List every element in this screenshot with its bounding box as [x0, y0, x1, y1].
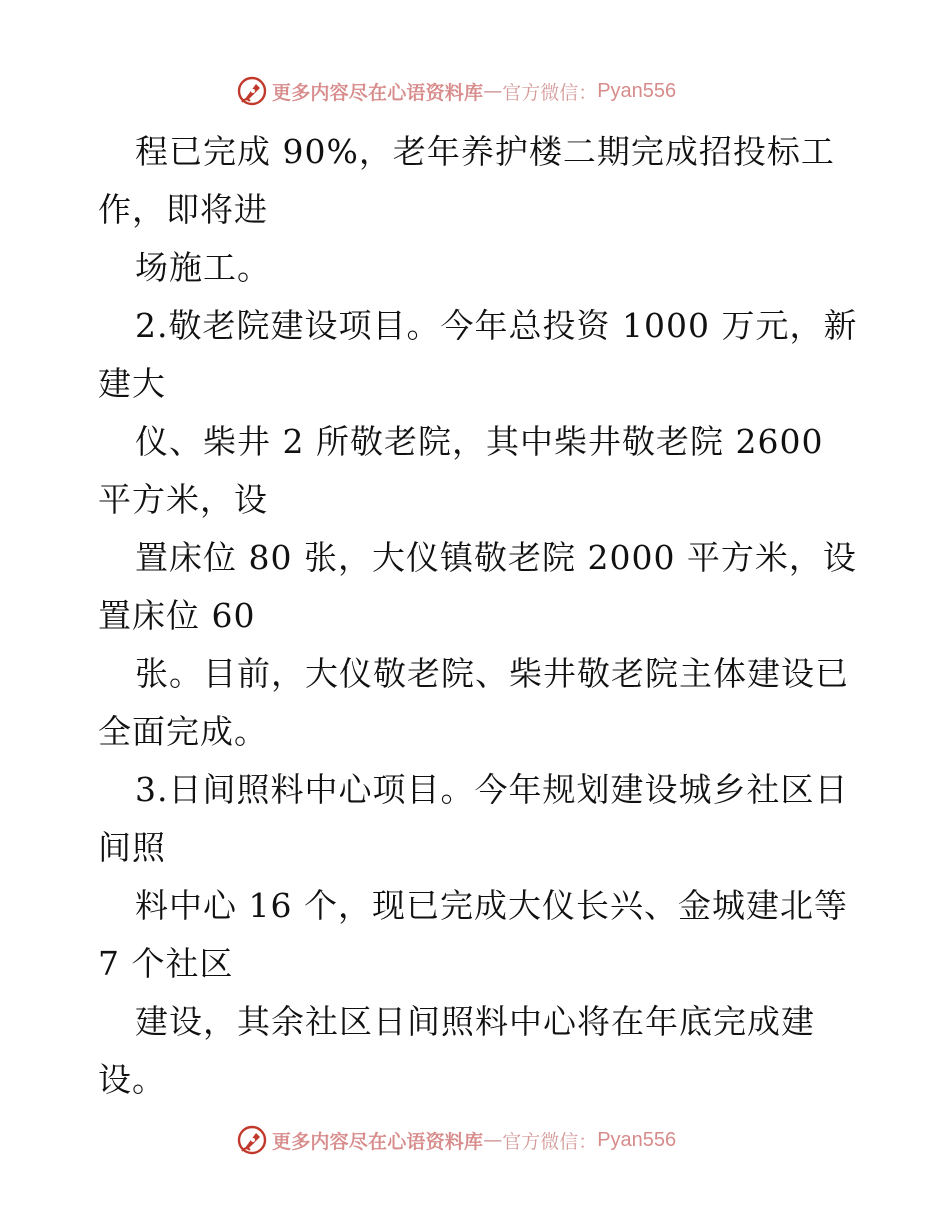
- text-line: 张。目前，大仪敬老院、柴井敬老院主体建设已: [135, 654, 849, 693]
- pen-nib-logo-icon: [236, 1124, 268, 1156]
- text-line: 程已完成 90%，老年养护楼二期完成招投标工: [135, 132, 835, 171]
- pen-nib-logo-icon: [236, 75, 268, 107]
- banner-dash: —: [483, 80, 503, 102]
- text-line: 场施工。: [135, 248, 271, 287]
- banner-wechat-id: Pyan556: [597, 79, 677, 102]
- text-line: 2.敬老院建设项目。今年总投资 1000 万元，新: [135, 306, 858, 345]
- header-banner: [236, 74, 676, 108]
- text-line: 料中心 16 个，现已完成大仪长兴、金城建北等: [135, 886, 848, 925]
- banner-dash: —: [483, 1129, 503, 1151]
- document-body: [98, 123, 858, 1109]
- text-line: 作，即将进: [98, 190, 268, 229]
- text-line: 平方米，设: [98, 480, 268, 519]
- text-line: 全面完成。: [98, 712, 268, 751]
- banner-wechat-label: 官方微信：: [502, 81, 598, 104]
- banner-brand-text: 更多内容尽在心语资料库: [272, 81, 484, 104]
- banner-wechat-id: Pyan556: [597, 1128, 677, 1151]
- text-line: 3.日间照料中心项目。今年规划建设城乡社区日: [135, 770, 849, 809]
- text-line: 7 个社区: [98, 944, 234, 983]
- text-line: 间照: [98, 828, 166, 867]
- text-line: 设。: [98, 1060, 166, 1099]
- text-line: 置床位 80 张，大仪镇敬老院 2000 平方米，设: [135, 538, 857, 577]
- text-line: 建设，其余社区日间照料中心将在年底完成建: [135, 1002, 815, 1041]
- text-line: 仪、柴井 2 所敬老院，其中柴井敬老院 2600: [135, 422, 824, 461]
- banner-brand-text: 更多内容尽在心语资料库: [272, 1130, 484, 1153]
- banner-wechat-label: 官方微信：: [502, 1130, 598, 1153]
- text-line: 建大: [98, 364, 166, 403]
- footer-banner: [236, 1123, 676, 1157]
- text-line: 置床位 60: [98, 596, 256, 635]
